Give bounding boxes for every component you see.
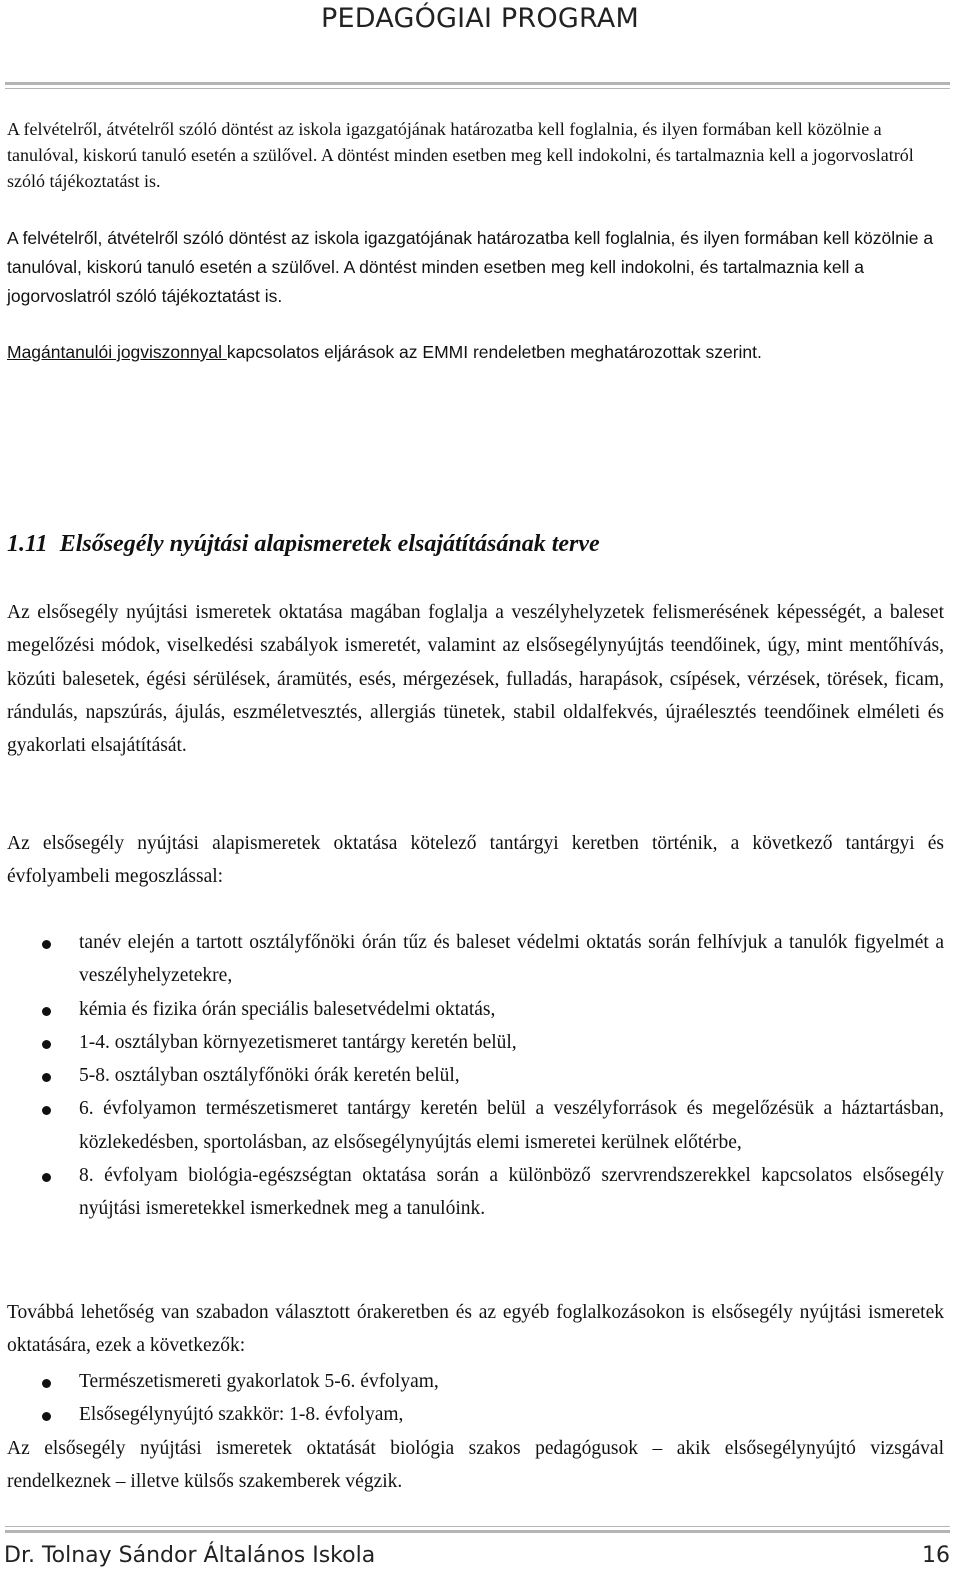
bullet-icon (42, 1379, 51, 1388)
list-item: 1-4. osztályban környezetismeret tantárgy keretén belül, (0, 1026, 944, 1059)
bullet-icon (42, 1173, 51, 1182)
bullet-icon (42, 1106, 51, 1115)
bullet-icon (42, 1073, 51, 1082)
paragraph-admission-decision-serif: A felvételről, átvételről szóló döntést az iskola igazgatójának határozatba kell foglalnia, és ilyen formában kell közölnie a tanulóval, kiskorú tanuló esetén a szülővel. A döntést minden esetben meg kell indokolni, és tartalmaznia kell a jogorvoslatról szóló tájékoztatást is. (7, 119, 914, 191)
paragraph-admission-decision-sans: A felvételről, átvételről szóló döntést az iskola igazgatójának határozatba kell foglalnia, és ilyen formában kell közölnie a tanulóval, kiskorú tanuló esetén a szülővel. A döntést minden esetben meg kell indokolni, és tartalmaznia kell a jogorvoslatról szóló tájékoztatást is. (7, 228, 934, 306)
page-number: 16 (922, 1543, 950, 1568)
list-item: Természetismereti gyakorlatok 5-6. évfolyam, (0, 1365, 944, 1398)
paragraph-curriculum-intro: Az elsősegély nyújtási alapismeretek oktatása kötelező tantárgyi keretben történik, a következő tantárgyi és évfolyambeli megoszlással: (7, 833, 944, 888)
section-number: 1.11 (7, 531, 48, 557)
list-item: tanév elején a tartott osztályfőnöki órán tűz és baleset védelmi oktatás során felhívjuk a tanulók figyelmét a veszélyhelyzetekre, (0, 926, 944, 993)
header-divider-thin (5, 88, 950, 89)
footer-school-name: Dr. Tolnay Sándor Általános Iskola (4, 1543, 376, 1568)
paragraph-first-aid-content: Az elsősegély nyújtási ismeretek oktatása magában foglalja a veszélyhelyzetek felismerésének képességét, a baleset megelőzési módok, viselkedési szabályok ismeretét, valamint az elsősegélynyújtás teendőinek, úgy, mint mentőhívás, közúti balesetek, égési sérülések, áramütés, esés, mérgezések, fulladás, harapások, csípések, vérzések, törések, ficam, rándulás, napszúrás, ájulás, eszméletvesztés, allergiás tünetek, stabil oldalfekvés, újraélesztés teendőinek elméleti és gyakorlati elsajátítását. (7, 602, 944, 757)
footer-divider-thin (5, 1526, 950, 1527)
bullet-icon (42, 1040, 51, 1049)
paragraph-private-student (7, 338, 944, 367)
list-item: 5-8. osztályban osztályfőnöki órák keretén belül, (0, 1059, 944, 1092)
bullet-icon (42, 940, 51, 949)
list-item: kémia és fizika órán speciális balesetvédelmi oktatás, (0, 993, 944, 1026)
paragraph-optional-lessons: Továbbá lehetőség van szabadon választott órakeretben és az egyéb foglalkozásokon is elsősegély nyújtási ismeretek oktatására, ezek a következők: (7, 1302, 944, 1357)
bullet-icon (42, 1412, 51, 1421)
list-item: 6. évfolyamon természetismeret tantárgy keretén belül a veszélyforrások és megelőzésük a háztartásban, közlekedésben, sportolásban, az elsősegélynyújtás elemi ismeretei kerülnek előtérbe, (0, 1092, 944, 1159)
paragraph-private-student-rest: kapcsolatos eljárások az EMMI rendeletben meghatározottak szerint. (226, 342, 762, 362)
list-item: 8. évfolyam biológia-egészségtan oktatása során a különböző szervrendszerekkel kapcsolatos elsősegély nyújtási ismeretekkel ismerkednek meg a tanulóink. (0, 1159, 944, 1226)
bullet-icon (42, 1007, 51, 1016)
section-heading (7, 528, 944, 560)
header-divider-thick (5, 82, 950, 85)
curriculum-list (0, 926, 944, 1226)
paragraph-teachers: Az elsősegély nyújtási ismeretek oktatását biológia szakos pedagógusok – akik elsősegélynyújtó vizsgával rendelkeznek – illetve külsős szakemberek végzik. (7, 1438, 944, 1493)
underlined-phrase: Magántanulói jogviszonnyal (7, 342, 227, 362)
section-title: Elsősegély nyújtási alapismeretek elsajátításának terve (59, 531, 600, 557)
list-item: Elsősegélynyújtó szakkör: 1-8. évfolyam, (0, 1398, 944, 1431)
optional-lessons-list (0, 1365, 944, 1432)
footer-divider-thick (5, 1530, 950, 1533)
page-header-title: PEDAGÓGIAI PROGRAM (321, 3, 639, 34)
